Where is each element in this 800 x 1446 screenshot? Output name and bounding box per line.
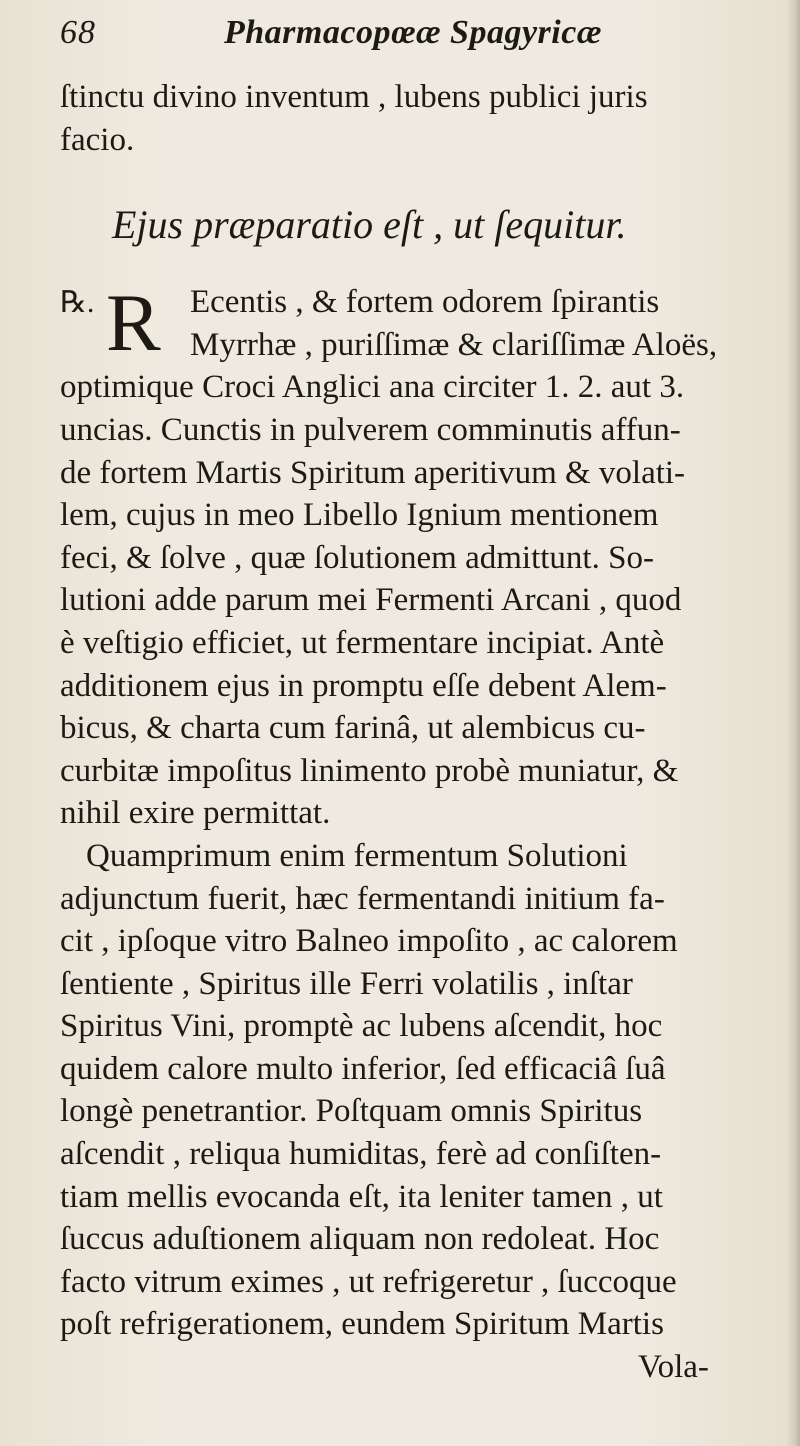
catchword: Vola- bbox=[638, 1349, 709, 1386]
recipe-sign: ℞. bbox=[60, 286, 95, 320]
text-line: bicus, & charta cum farinâ, ut alembicus cu- bbox=[60, 710, 646, 747]
text-line: ſtinctu divino inventum , lubens publici juris bbox=[60, 79, 648, 115]
page-number: 68 bbox=[60, 14, 96, 51]
text-line: feci, & ſolve , quæ ſolutionem admittunt. So- bbox=[60, 539, 654, 576]
running-head bbox=[60, 14, 780, 64]
text-line: ſuccus aduſtionem aliquam non redoleat. Hoc bbox=[60, 1221, 660, 1258]
text-line: tiam mellis evocanda eſt, ita leniter tamen , ut bbox=[60, 1178, 663, 1215]
text-line: additionem ejus in promptu eſſe debent Alem- bbox=[60, 667, 667, 704]
text-line: optimique Croci Anglici ana circiter 1. 2. aut 3. bbox=[60, 369, 685, 406]
text-line: curbitæ impoſitus linimento probè muniatur, & bbox=[60, 752, 679, 789]
text-line: lutioni adde parum mei Fermenti Arcani , quod bbox=[60, 582, 682, 619]
text-line: longè penetrantior. Poſtquam omnis Spiritus bbox=[60, 1093, 643, 1130]
text-line: è veſtigio efficiet, ut fermentare incipiat. Antè bbox=[60, 624, 665, 661]
text-line: lem, cujus in meo Libello Ignium mentionem bbox=[60, 497, 659, 534]
text-line: Quamprimum enim fermentum Solutioni bbox=[86, 837, 628, 874]
text-line: Myrrhæ , puriſſimæ & clariſſimæ Aloës, bbox=[190, 326, 718, 363]
running-title: Pharmacopœæ Spagyricæ bbox=[224, 14, 602, 51]
text-line: quidem calore multo inferior, ſed efficaciâ ſuâ bbox=[60, 1050, 666, 1087]
recipe-opening bbox=[60, 277, 800, 369]
text-line: aſcendit , reliqua humiditas, ferè ad conſiſten- bbox=[60, 1136, 662, 1173]
text-line: facto vitrum eximes , ut refrigeretur , ſuccoque bbox=[60, 1263, 677, 1300]
text-line: uncias. Cunctis in pulverem comminutis affun- bbox=[60, 411, 681, 448]
text-line: ſentiente , Spiritus ille Ferri volatilis , inſtar bbox=[60, 965, 633, 1002]
section-heading: Ejus præparatio eſt , ut ſequitur. bbox=[112, 202, 627, 248]
text-line: Ecentis , & fortem odorem ſpirantis bbox=[190, 284, 660, 321]
text-line: poſt refrigerationem, eundem Spiritum Martis bbox=[60, 1306, 664, 1343]
text-line: adjunctum fuerit, hæc fermentandi initium fa- bbox=[60, 880, 665, 917]
text-line: nihil exire permittat. bbox=[60, 795, 331, 832]
text-line: Spiritus Vini, promptè ac lubens aſcendit, hoc bbox=[60, 1008, 663, 1045]
text-line: cit , ipſoque vitro Balneo impoſito , ac calorem bbox=[60, 923, 678, 960]
text-line: de fortem Martis Spiritum aperitivum & volati- bbox=[60, 454, 686, 491]
text-block bbox=[60, 76, 800, 1389]
text-line: facio. bbox=[60, 121, 135, 158]
drop-cap: R bbox=[106, 277, 161, 369]
